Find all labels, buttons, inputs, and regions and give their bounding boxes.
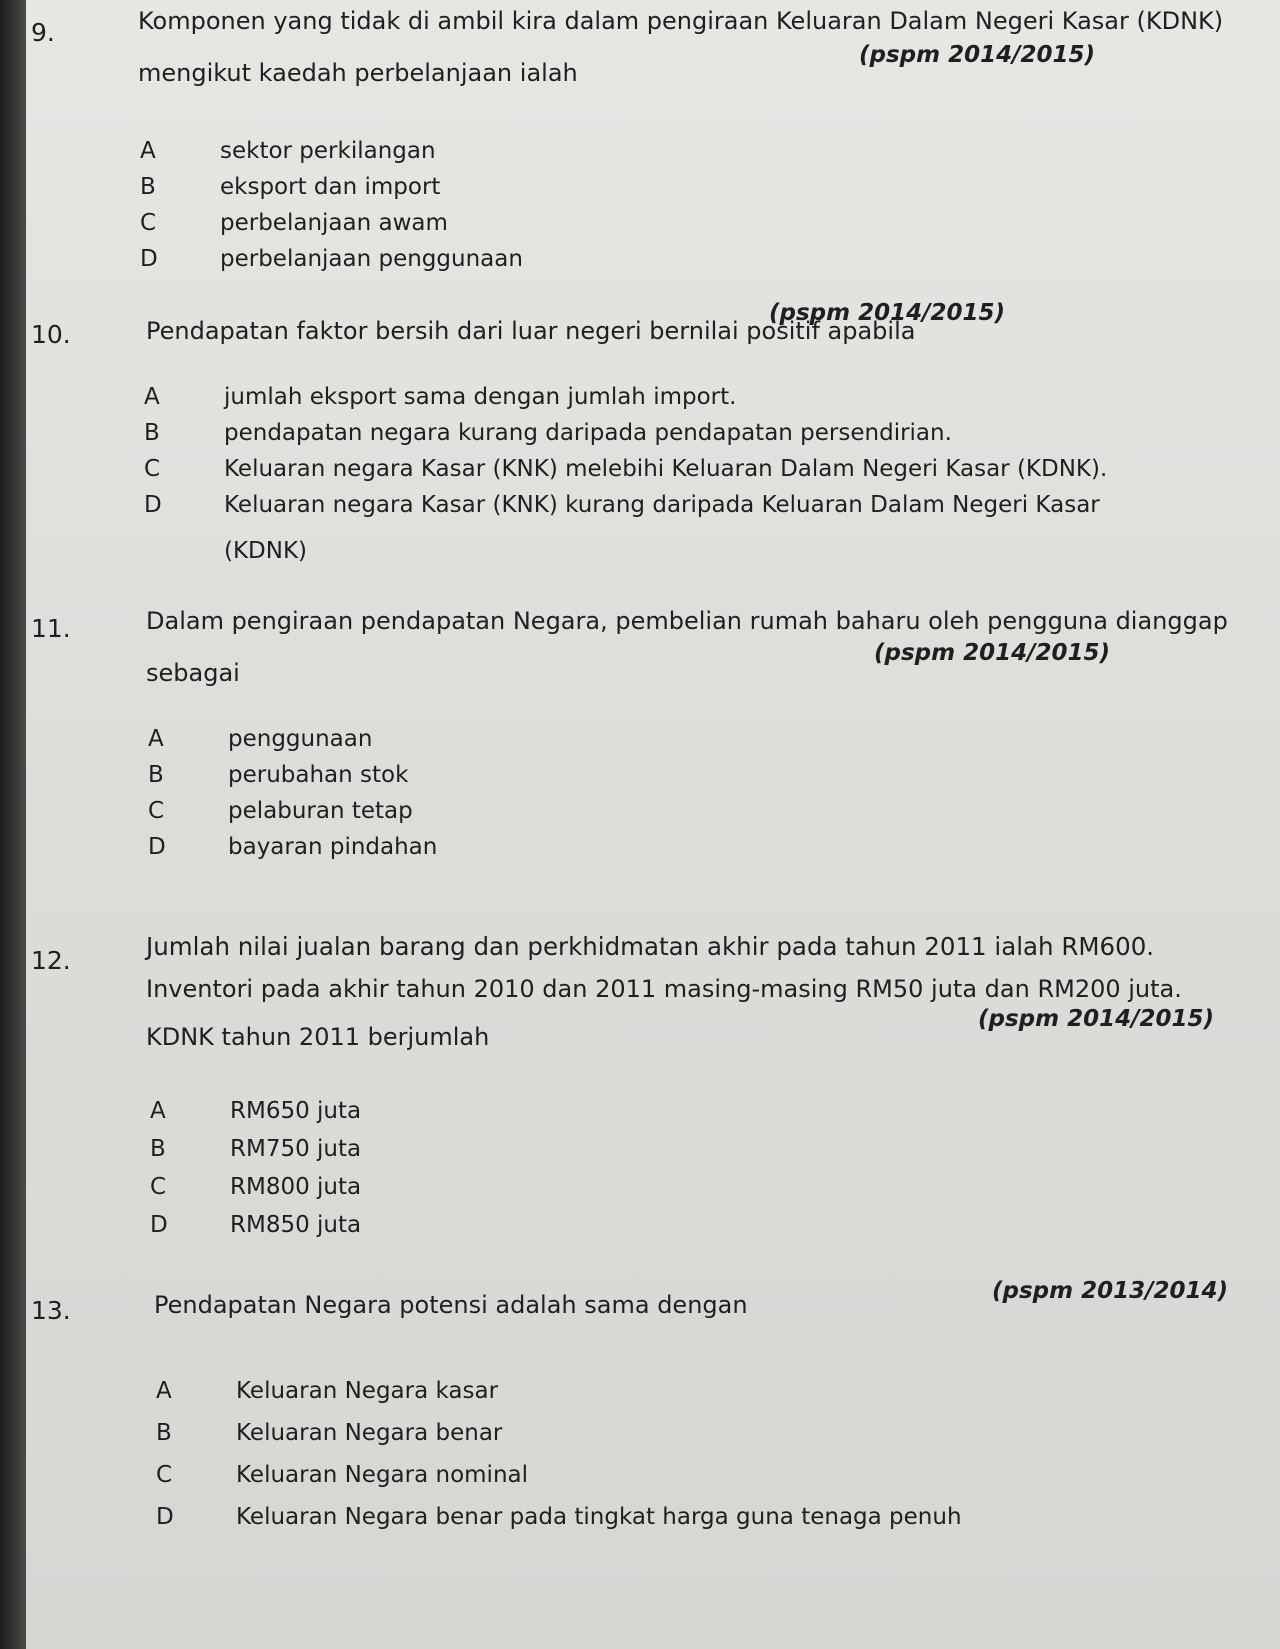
question-number: 9.: [31, 18, 55, 47]
question-text-line-1: Pendapatan Negara potensi adalah sama dengan: [154, 1291, 748, 1319]
question-text-line-1: Pendapatan faktor bersih dari luar negeri bernilai positif apabila: [146, 317, 916, 345]
question-text-line-1: Komponen yang tidak di ambil kira dalam pengiraan Keluaran Dalam Negeri Kasar (KDNK): [138, 7, 1224, 35]
question-number: 12.: [31, 946, 71, 975]
page-edge-shadow: [0, 0, 26, 1649]
question-source: (pspm 2014/2015): [978, 1006, 1215, 1032]
question-text-line-3: KDNK tahun 2011 berjumlah: [146, 1023, 490, 1051]
question-source: (pspm 2014/2015): [859, 42, 1096, 68]
question-text-line-2: sebagai: [146, 659, 240, 687]
question-source: (pspm 2014/2015): [769, 300, 1006, 326]
question-number: 10.: [31, 320, 71, 349]
question-source: (pspm 2013/2014): [992, 1278, 1229, 1304]
question-text-line-1: Jumlah nilai jualan barang dan perkhidmatan akhir pada tahun 2011 ialah RM600.: [146, 932, 1155, 961]
question-number: 11.: [31, 614, 71, 643]
question-text-line-2: Inventori pada akhir tahun 2010 dan 2011 masing-masing RM50 juta dan RM200 juta.: [146, 975, 1182, 1003]
question-text-line-1: Dalam pengiraan pendapatan Negara, pembelian rumah baharu oleh pengguna dianggap: [146, 607, 1228, 635]
option-d-continuation: (KDNK): [224, 538, 308, 564]
question-text-line-2: mengikut kaedah perbelanjaan ialah: [138, 59, 578, 87]
question-source: (pspm 2014/2015): [874, 640, 1111, 666]
exam-page: 9. Komponen yang tidak di ambil kira dalam pengiraan Keluaran Dalam Negeri Kasar (KDNK) mengikut kaedah perbelanjaan ialah (pspm 2014/2015) A sektor perkilangan B eksport dan import C perbelanjaan awam D perbelanjaan penggunaan 10. Pendapatan faktor bersih dari luar negeri bernilai positif apabila (pspm 2014/2015) A jumlah eksport sama dengan jumlah import. B pendapatan negara kurang daripada pendapatan persendirian. C Keluaran negara Kasar (KNK) melebihi Keluaran Dalam Negeri Kasar (KDNK). D Keluaran negara Kasar (KNK) kurang daripada Keluaran Dalam Negeri Kasar (KDNK) 11. Dalam pengiraan pendapatan Negara, pembelian rumah baharu oleh pengguna dianggap sebagai (pspm 2014/2015) A penggunaan B perubahan stok C pelaburan tetap D bayaran pindahan 12. Jumlah nilai jualan barang dan perkhidmatan akhir pada tahun 2011 ialah RM600. Inventori pada akhir tahun 2010 dan 2011 masing-masing RM50 juta dan RM200 juta. KDNK tahun 2011 berjumlah (pspm 2014/2015) A RM650 juta B RM750 juta C RM800 juta D RM850 juta 13. Pendapatan Negara potensi adalah sama dengan (pspm 2013/2014) A Keluaran Negara kasar B Keluaran Negara benar C Keluaran Negara nominal D Keluaran Negara benar pada tingkat harga guna tenaga penuh: [26, 0, 1280, 1649]
question-number: 13.: [31, 1296, 71, 1325]
